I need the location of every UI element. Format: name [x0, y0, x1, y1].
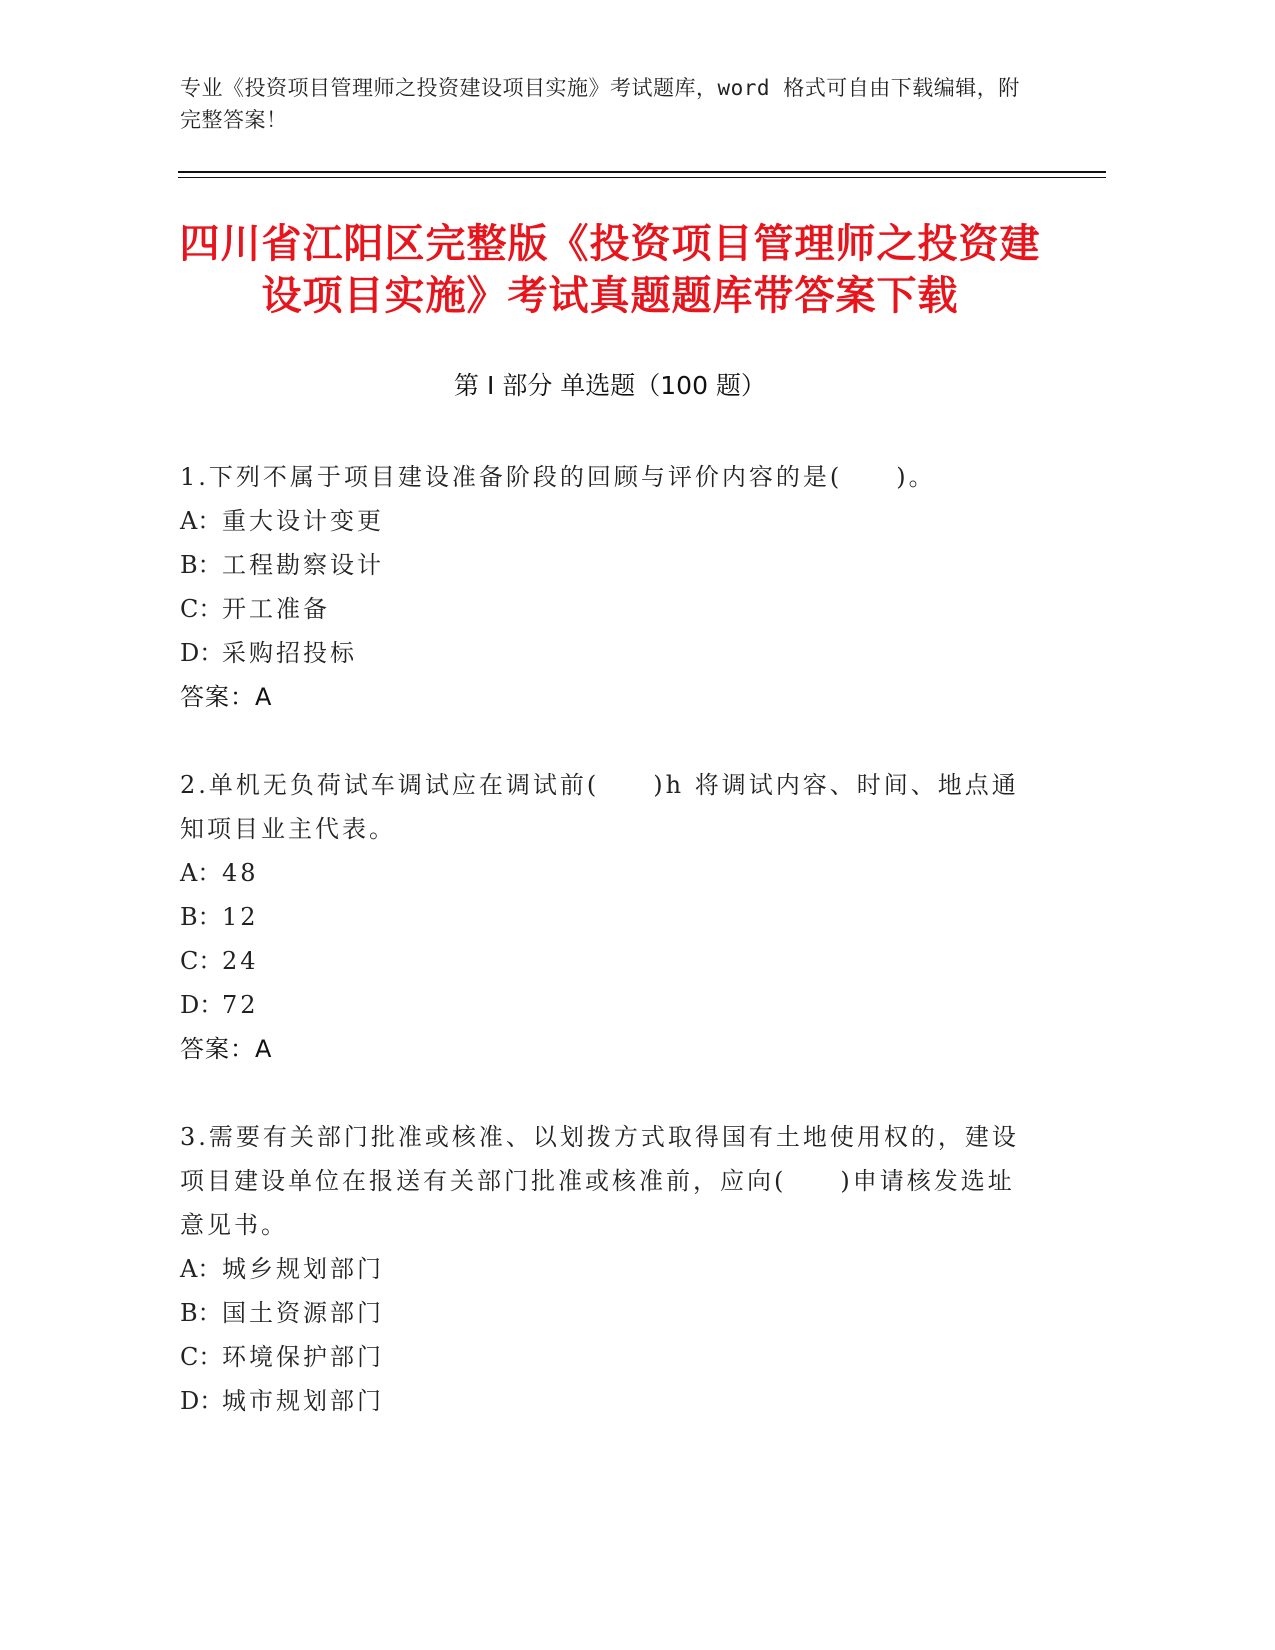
option-text: 环境保护部门 [222, 1343, 384, 1371]
option-d [180, 631, 1030, 675]
option-a [180, 1247, 1030, 1291]
answer-value: A [255, 1035, 273, 1063]
document-title: 四川省江阳区完整版《投资项目管理师之投资建设项目实施》考试真题题库带答案下载 [179, 221, 1041, 319]
option-letter: A： [180, 507, 222, 535]
question-list [180, 455, 1030, 1467]
option-letter: D： [180, 639, 224, 667]
option-letter: B： [180, 1299, 222, 1327]
option-text: 重大设计变更 [222, 507, 384, 535]
question-3 [180, 1115, 1030, 1423]
option-letter: C： [180, 947, 223, 975]
option-text: 72 [222, 991, 259, 1019]
option-d [180, 1379, 1030, 1423]
option-text: 城市规划部门 [222, 1387, 384, 1415]
option-letter: D： [180, 991, 224, 1019]
header-note: 专业《投资项目管理师之投资建设项目实施》考试题库，word 格式可自由下载编辑，附完整答案！ [180, 76, 1020, 132]
question-2 [180, 763, 1030, 1071]
option-a [180, 499, 1030, 543]
option-letter: C： [180, 595, 223, 623]
option-b [180, 543, 1030, 587]
answer-value: A [255, 683, 273, 711]
question-stem: 3.需要有关部门批准或核准、以划拨方式取得国有土地使用权的，建设项目建设单位在报送有关部门批准或核准前，应向( )申请核发选址意见书。 [180, 1123, 1019, 1239]
option-a [180, 851, 1030, 895]
option-letter: B： [180, 551, 222, 579]
answer-label: 答案： [180, 683, 255, 711]
section-heading: 第 I 部分 单选题（100 题） [454, 371, 766, 400]
option-b [180, 1291, 1030, 1335]
question-stem: 2.单机无负荷试车调试应在调试前( )h 将调试内容、时间、地点通知项目业主代表。 [180, 771, 1019, 843]
option-c [180, 1335, 1030, 1379]
option-text: 城乡规划部门 [222, 1255, 384, 1283]
header-divider-thin [178, 177, 1106, 178]
question-1 [180, 455, 1030, 719]
option-text: 48 [222, 859, 259, 887]
option-c [180, 939, 1030, 983]
option-c [180, 587, 1030, 631]
option-text: 开工准备 [222, 595, 330, 623]
header-divider-thick [178, 171, 1106, 173]
option-letter: A： [180, 1255, 222, 1283]
answer-line [180, 1027, 1030, 1071]
question-stem: 1.下列不属于项目建设准备阶段的回顾与评价内容的是( )。 [180, 463, 936, 491]
option-d [180, 983, 1030, 1027]
option-text: 国土资源部门 [222, 1299, 384, 1327]
option-letter: A： [180, 859, 222, 887]
answer-line [180, 675, 1030, 719]
option-text: 12 [222, 903, 259, 931]
option-letter: D： [180, 1387, 224, 1415]
option-text: 工程勘察设计 [222, 551, 384, 579]
option-b [180, 895, 1030, 939]
option-text: 采购招投标 [222, 639, 357, 667]
answer-label: 答案： [180, 1035, 255, 1063]
option-letter: C： [180, 1343, 223, 1371]
option-letter: B： [180, 903, 222, 931]
option-text: 24 [222, 947, 259, 975]
